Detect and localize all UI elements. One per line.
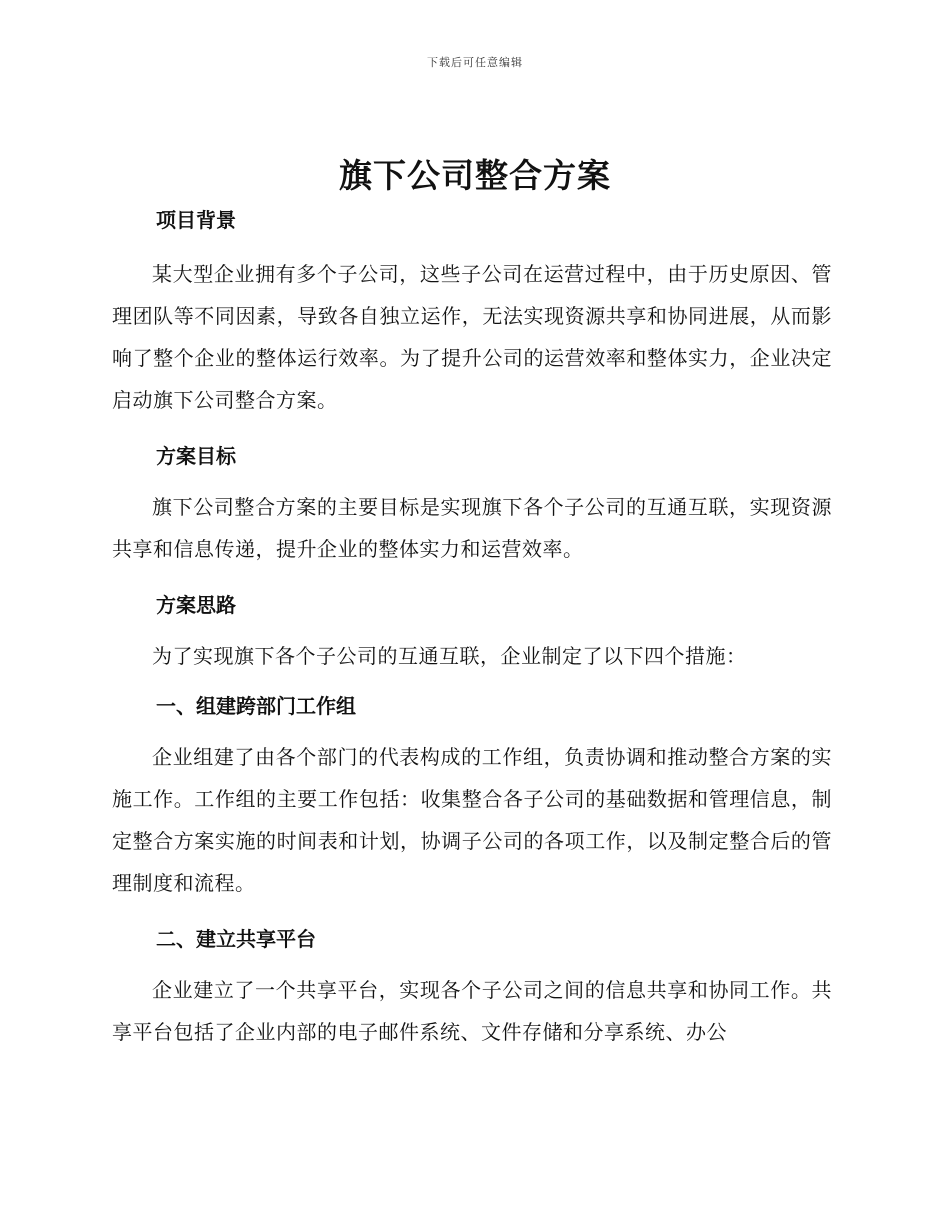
document-title: 旗下公司整合方案 (339, 156, 611, 195)
section-heading-working-group: 一、组建跨部门工作组 (156, 694, 356, 718)
section-paragraph-shared-platform: 企业建立了一个共享平台，实现各个子公司之间的信息共享和协同工作。共享平台包括了企业内部的电子邮件系统、文件存储和分享系统、办公 (112, 978, 832, 1044)
section-heading-shared-platform: 二、建立共享平台 (156, 927, 316, 951)
header-note: 下载后可任意编辑 (427, 56, 523, 69)
section-paragraph-working-group: 企业组建了由各个部门的代表构成的工作组，负责协调和推动整合方案的实施工作。工作组的主要工作包括：收集整合各子公司的基础数据和管理信息，制定整合方案实施的时间表和计划，协调子公司的各项工作，以及制定整合后的管理制度和流程。 (112, 745, 832, 895)
section-heading-goal: 方案目标 (156, 444, 236, 468)
section-paragraph-background: 某大型企业拥有多个子公司，这些子公司在运营过程中，由于历史原因、管理团队等不同因素，导致各自独立运作，无法实现资源共享和协同进展，从而影响了整个企业的整体运行效率。为了提升公司的运营效率和整体实力，企业决定启动旗下公司整合方案。 (112, 262, 832, 412)
section-heading-background: 项目背景 (156, 208, 236, 232)
section-heading-approach: 方案思路 (156, 593, 236, 617)
document-body (112, 204, 832, 1053)
section-paragraph-goal: 旗下公司整合方案的主要目标是实现旗下各个子公司的互通互联，实现资源共享和信息传递，提升企业的整体实力和运营效率。 (112, 495, 832, 561)
section-paragraph-approach: 为了实现旗下各个子公司的互通互联，企业制定了以下四个措施： (152, 644, 747, 668)
